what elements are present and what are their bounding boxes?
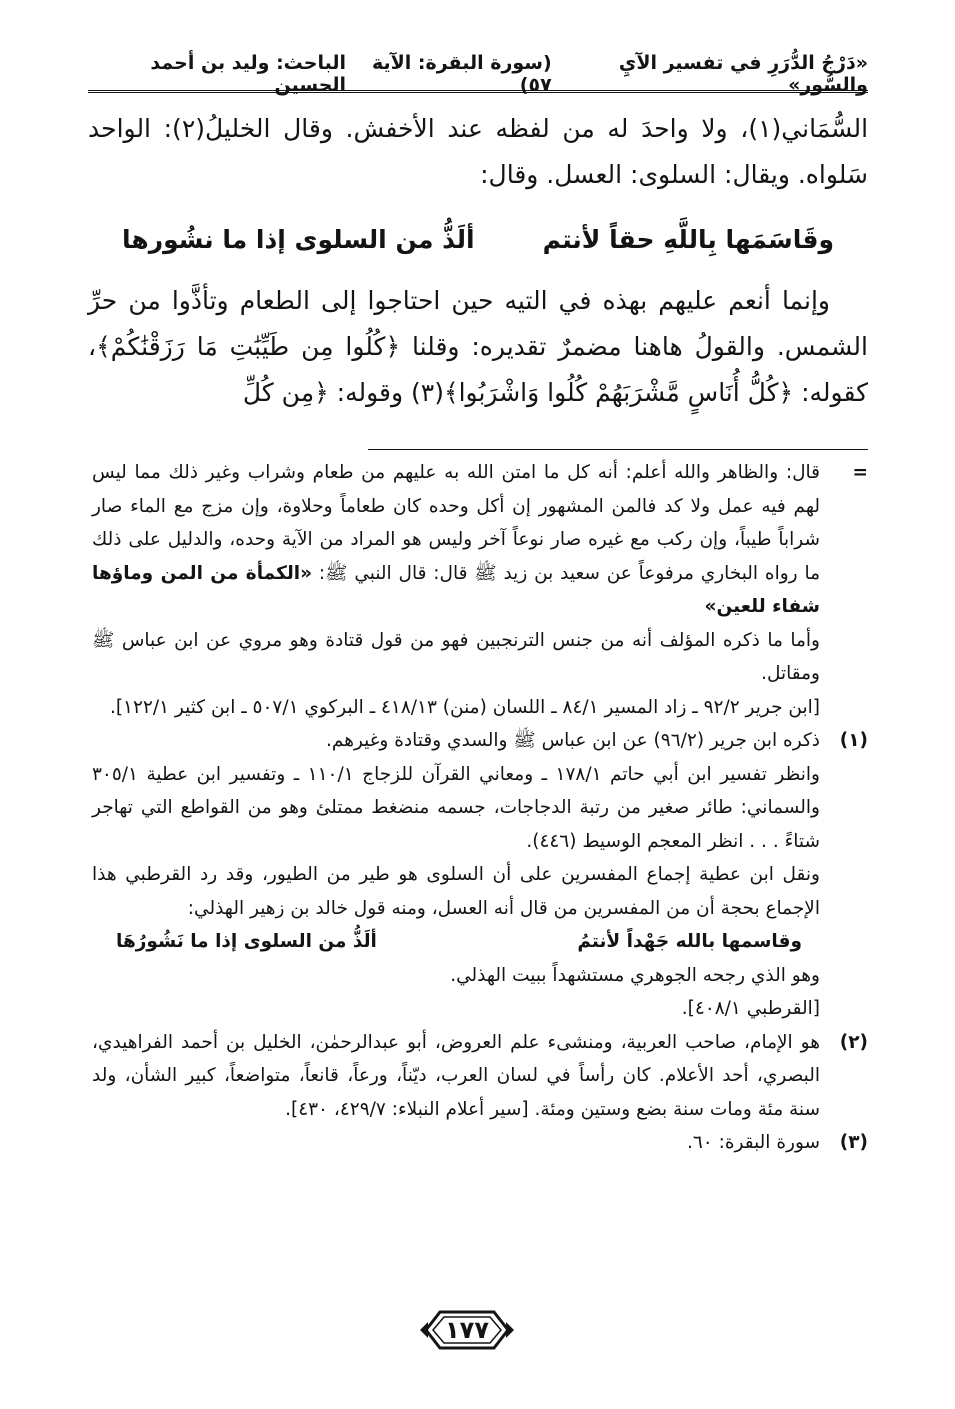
header-surah-reference: (سورة البقرة: الآية ٥٧) bbox=[371, 52, 552, 96]
verse-first-hemistich: وقاسمها بالله جَهْداً لأنتمُ bbox=[577, 931, 802, 952]
footnote-text: وهو الذي رجحه الجوهري مستشهداً ببيت الهذلي. bbox=[450, 964, 820, 986]
page-number-badge bbox=[418, 1308, 516, 1352]
footnote-number: (٢) bbox=[839, 1031, 868, 1053]
footnote-number: (٣) bbox=[839, 1132, 868, 1153]
hadith-quote: «الكمأة من المن وماؤها شفاء للعين» bbox=[92, 562, 820, 617]
footnote-text: وأما ما ذكره المؤلف أنه من جنس الترنجبين فهو من قول قتادة وهو مروي عن ابن عباس ﷺ ومقاتل. bbox=[92, 629, 820, 684]
footnote-text: هو الإمام، صاحب العربية، ومنشىء علم العروض، أبو عبدالرحمٰن، الخليل بن أحمد الفراهيدي، البصري، أحد الأعلام. كان رأساً في لسان العرب، ديّناً، ورعاً، قانعاً، متواضعاً، كبير الشأن، ولد سنة مئة ومات سنة بضع وستين ومئة. [سير أعلام النبلاء: ٤٢٩/٧، ٤٣٠]. bbox=[92, 1031, 820, 1120]
footnotes bbox=[92, 456, 868, 1160]
verse-second-hemistich: ألَذُّ من السلوى إذا ما نشُورها bbox=[122, 225, 475, 254]
header-book-title: «دَرْجُ الدُّرَرِ في تفسير الآيِ والسُّور» bbox=[618, 52, 868, 96]
footnote-2 bbox=[92, 1026, 868, 1127]
body-paragraph-1: السُّمَاني(١)، ولا واحدَ له من لفظه عند الأخفش. وقال الخليلُ(٢): الواحد سَلواه. ويقال: السلوى: العسل. وقال: bbox=[88, 114, 869, 189]
body-paragraph-2: وإنما أنعم عليهم بهذه في التيه حين احتاجوا إلى الطعام وتأذَّوا من حرِّ الشمس. والقولُ هاهنا مضمرٌ تقديره: وقلنا ﴿كُلُوا مِن طَيِّبَٰتِ مَا رَزَقْنَٰكُمْ﴾، كقوله: ﴿كُلُّ أُنَاسٍ مَّشْرَبَهُمْ كُلُوا وَاشْرَبُوا﴾(٣) وقوله: ﴿مِن كُلِّ bbox=[88, 286, 868, 407]
footnote-1 bbox=[92, 724, 868, 1026]
footnote-continuation bbox=[92, 456, 868, 724]
continuation-marker: = bbox=[852, 462, 868, 483]
poetry-verse bbox=[122, 220, 834, 260]
main-text bbox=[88, 106, 868, 416]
footnote-text-part: قال: والظاهر والله أعلم: أنه كل ما امتن الله به عليهم من طعام وشراب وغير ذلك مما ليس لهم فيه عمل ولا كد فالمن المشهور إن أكل وحده كان طعاماً وحلاوة، وإن مزج مع الماء صار شراباً طيباً، وإن ركب مع غيره صار نوعاً آخر وليس هو المراد من الآية وحده، والدليل على ذلك ما رواه البخاري مرفوعاً عن سعيد بن زيد ﷺ قال: قال النبي ﷺ: bbox=[92, 462, 820, 584]
footnote-3 bbox=[92, 1126, 868, 1160]
running-header bbox=[88, 52, 868, 96]
verse-first-hemistich: وقَاسَمَها بِاللَّهِ حقاً لأنتم bbox=[542, 225, 834, 254]
footnote-text: ذكره ابن جرير (٩٦/٢) عن ابن عباس ﷺ والسدي وقتادة وغيرهم. bbox=[326, 730, 820, 751]
footnote-poetry-verse bbox=[92, 925, 820, 959]
footnote-references: [القرطبي ٤٠٨/١]. bbox=[681, 998, 820, 1019]
page-number: ١٧٧ bbox=[445, 1316, 489, 1344]
footnote-text: ونقل ابن عطية إجماع المفسرين على أن السلوى هو طير من الطيور، وقد رد القرطبي هذا الإجماع بحجة أن من المفسرين من قال أنه العسل، ومنه قول خالد بن زهير الهذلي: bbox=[92, 864, 820, 919]
verse-second-hemistich: ألَذُّ من السلوى إذا ما نَشُورُهَا bbox=[116, 931, 377, 952]
header-researcher-name: الباحث: وليد بن أحمد الحسين bbox=[150, 52, 347, 96]
footnote-text: وانظر تفسير ابن أبي حاتم ١٧٨/١ ـ ومعاني القرآن للزجاج ١١٠/١ ـ وتفسير ابن عطية ٣٠٥/١ والسماني: طائر صغير من رتبة الدجاجات، جسمه منضغط ممتلئ وهو من القواطع التي تهاجر شتاءً . . . انظر المعجم الوسيط (٤٤٦). bbox=[92, 763, 820, 852]
footnote-references: [ابن جرير ٩٢/٢ ـ زاد المسير ٨٤/١ ـ اللسان (منن) ٤١٨/١٣ ـ البركوي ٥٠٧/١ ـ ابن كثير ١٢٢/١]. bbox=[109, 696, 820, 718]
footnote-divider bbox=[368, 449, 868, 450]
header-divider bbox=[88, 90, 868, 93]
footnote-number: (١) bbox=[839, 730, 868, 751]
footnote-text bbox=[92, 456, 820, 624]
footnote-text: سورة البقرة: ٦٠. bbox=[686, 1132, 820, 1153]
